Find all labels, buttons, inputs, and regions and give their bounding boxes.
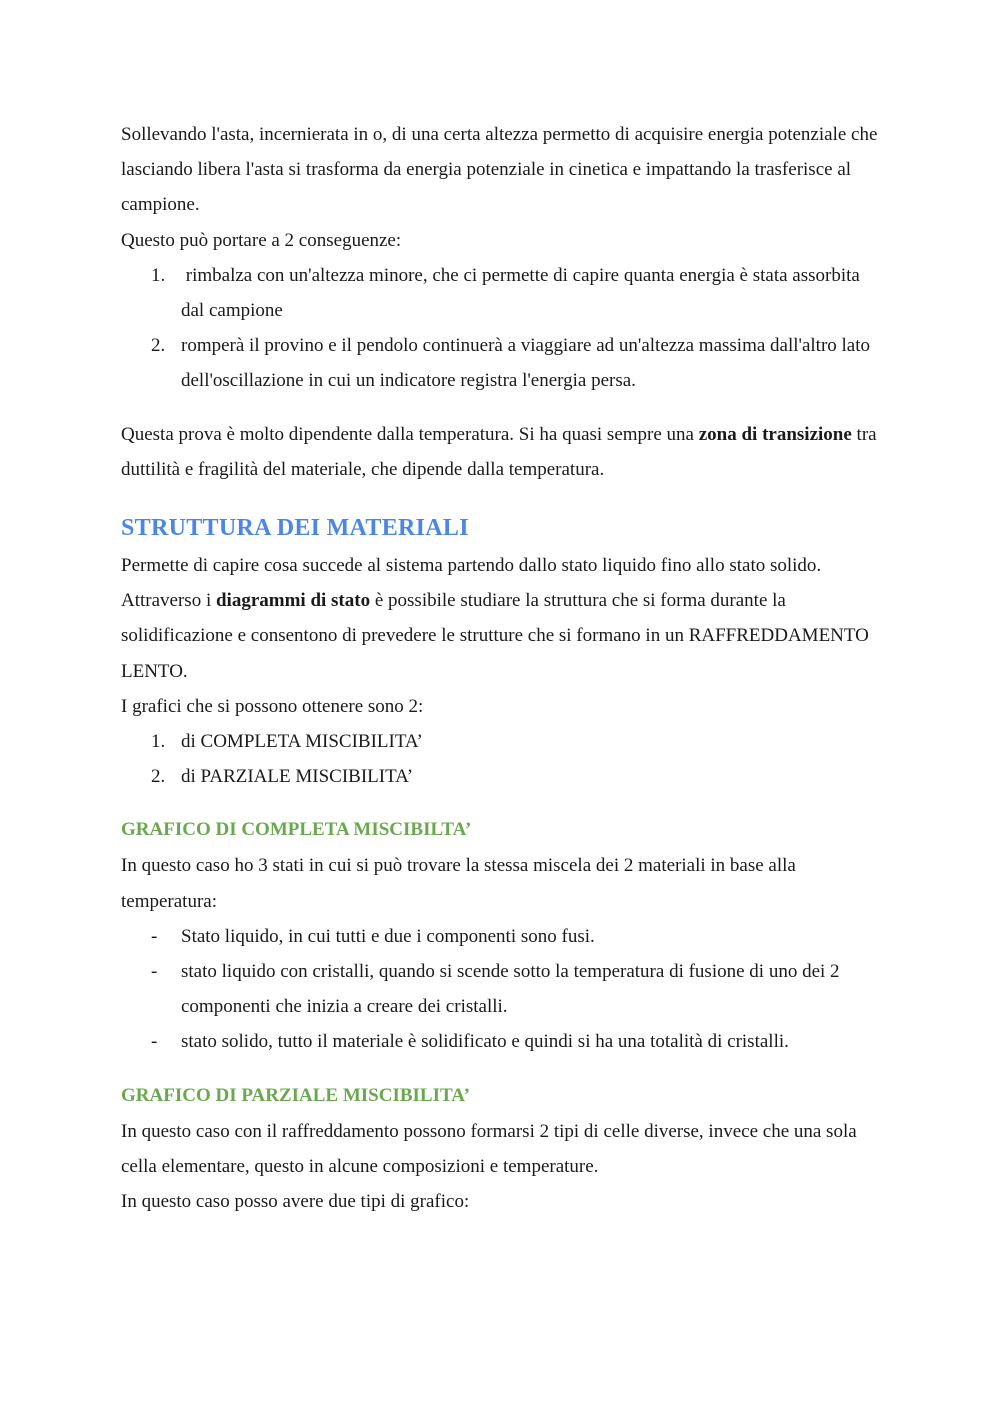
list-item <box>121 724 881 759</box>
complete-paragraph: In questo caso ho 3 stati in cui si può trovare la stessa miscela dei 2 materiali in base alla temperatura: <box>121 855 796 912</box>
list-item <box>121 258 881 328</box>
list-number: 2. <box>151 335 166 357</box>
graphs-lead: I grafici che si possono ottenere sono 2: <box>121 695 424 717</box>
consequences-list <box>121 258 881 399</box>
bold-term: zona di transizione <box>698 423 852 445</box>
intro-paragraph: Sollevando l'asta, incernierata in o, di una certa altezza permetto di acquisire energia potenziale che lasciando libera l'asta si trasforma da energia potenziale in cinetica e impattando la trasferisce al campione. <box>121 124 878 216</box>
partial-graph-types-lead: In questo caso posso avere due tipi di grafico: <box>121 1191 470 1213</box>
list-item-text: stato liquido con cristalli, quando si scende sotto la temperatura di fusione di uno dei 2 componenti che inizia a creare dei cristalli. <box>181 961 840 1018</box>
list-item-text: di COMPLETA MISCIBILITA’ <box>181 731 423 753</box>
text-run: tra duttilità e fragilità del materiale, che dipende dalla temperatura. <box>121 423 877 480</box>
list-item <box>121 919 881 954</box>
text-run: Attraverso i <box>121 590 216 612</box>
text-run: è possibile studiare la struttura che si forma durante la solidificazione e consentono di prevedere le strutture che si formano in un RAFFREDDAMENTO LENTO. <box>121 590 869 682</box>
section-intro-paragraph: Permette di capire cosa succede al sistema partendo dallo stato liquido fino allo stato solido. <box>121 555 822 577</box>
list-item-text: rimbalza con un'altezza minore, che ci permette di capire quanta energia è stata assorbita dal campione <box>181 264 865 322</box>
dash-bullet: - <box>151 925 158 947</box>
list-number: 1. <box>151 731 166 753</box>
section-heading: STRUTTURA DEI MATERIALI <box>121 515 469 542</box>
text-run: Questa prova è molto dipendente dalla temperatura. Si ha quasi sempre una <box>121 423 699 445</box>
temperature-paragraph <box>121 417 881 487</box>
states-list <box>121 919 881 1060</box>
bold-term: diagrammi di stato <box>215 590 371 612</box>
intro-consequences-lead: Questo può portare a 2 conseguenze: <box>121 229 402 251</box>
list-number: 2. <box>151 766 166 788</box>
subsection-heading-complete: GRAFICO DI COMPLETA MISCIBILTA’ <box>121 819 472 841</box>
graphs-list <box>121 724 881 794</box>
dash-bullet: - <box>151 961 158 983</box>
list-item-text: Stato liquido, in cui tutti e due i componenti sono fusi. <box>181 925 595 947</box>
list-item <box>121 1024 881 1059</box>
list-item-text: di PARZIALE MISCIBILITA’ <box>181 766 414 788</box>
list-item-text: romperà il provino e il pendolo continuerà a viaggiare ad un'altezza massima dall'altro lato dell'oscillazione in cui un indicatore registra l'energia persa. <box>181 335 871 392</box>
list-item <box>121 328 881 398</box>
list-item-text: stato solido, tutto il materiale è solidificato e quindi si ha una totalità di cristalli. <box>181 1031 789 1053</box>
dash-bullet: - <box>151 1031 158 1053</box>
state-diagram-paragraph <box>121 583 881 689</box>
document-page <box>121 117 881 1219</box>
list-number: 1. <box>151 264 166 286</box>
list-item <box>121 954 881 1024</box>
partial-paragraph: In questo caso con il raffreddamento possono formarsi 2 tipi di celle diverse, invece che una sola cella elementare, questo in alcune composizioni e temperature. <box>121 1120 857 1177</box>
subsection-heading-partial: GRAFICO DI PARZIALE MISCIBILITA’ <box>121 1084 470 1106</box>
list-item <box>121 759 881 794</box>
